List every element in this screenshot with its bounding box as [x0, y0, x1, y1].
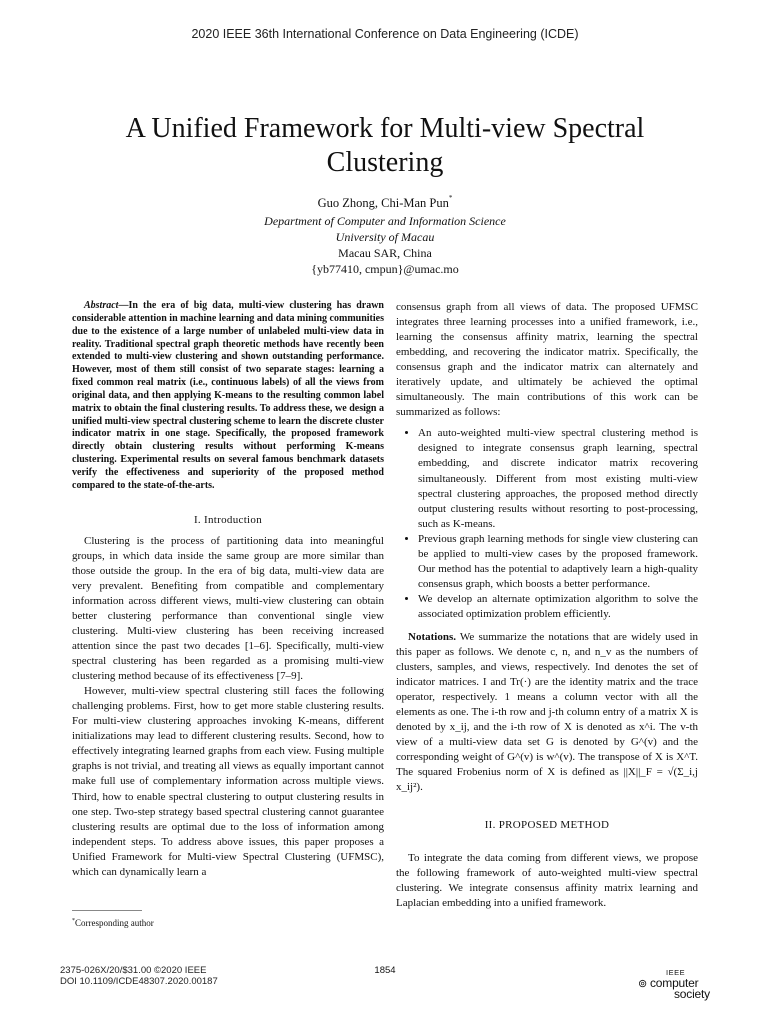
conference-header: 2020 IEEE 36th International Conference on Data Engineering (ICDE)	[191, 27, 579, 41]
notations-text: We summarize the notations that are widely used in this paper as follows. We denote c, n, and n_v as the numbers of clusters, samples, and views, respectively. Ind denotes the set of indicator matrices. I and Tr(·) are the identity matrix and the trace operator, respectively. 1 means a column vector with all the elements as one. The i-th row and j-th column entry of a matrix X is denoted by x_ij, and the i-th row of X is denoted as x^i. The v-th view of a multi-view data set G is denoted by G^(v) and the corresponding weight of G^(v) is w^(v). The transpose of X is X^T. The squared Frobenius norm of X is defined as ||X||_F = √(Σ_i,j x_ij²).	[396, 630, 698, 794]
affiliation-univ: University of Macau	[335, 230, 435, 244]
notations-paragraph	[396, 630, 698, 796]
affiliation-email: {yb77410, cmpun}@umac.mo	[311, 262, 459, 276]
intro-paragraph-2: However, multi-view spectral clustering still faces the following challenging problems. First, how to get more stable clustering results. For multi-view clustering approaches invoking K-means, different initializations may lead to different clustering results. Second, how to effectively integrating learned graphs from each view. Fusing multiple graphs is not trivial, and treating all views as equally important cannot make full use of complementary information across multiple views. Third, how to enable spectral clustering to output clustering results in one step. Two-step strategy based spectral clustering cannot guarantee clustering results are optimal due to the loss of information among independent steps. To address above issues, this paper proposes a Unified Framework for Multi-view Spectral Clustering (UFMSC), which can dynamically learn a	[72, 685, 384, 878]
section2-heading: II. PROPOSED METHOD	[484, 818, 610, 831]
abstract	[72, 300, 384, 493]
left-column	[72, 300, 384, 880]
footnote-text: Corresponding author	[75, 918, 154, 928]
logo-word-society: society	[674, 987, 710, 1001]
logo-ieee-text: IEEE	[666, 968, 686, 977]
affiliation-dept: Department of Computer and Information Science	[264, 214, 506, 228]
abstract-text: —In the era of big data, multi-view clustering has drawn considerable attention in machine learning and data mining communities due to the existence of a large number of unlabeled multi-view data in reality. Traditional spectral graph theoretic methods have recently been extended to multi-view clustering and shown outstanding performance. However, most of them still consist of two separate stages: learning a fixed common real matrix (i.e., continuous labels) of all the views from original data, and then applying K-means to the resulting common label matrix to obtain the final clustering results. To address these, we design a unified multi-view spectral clustering scheme to learn the discrete cluster indicator matrix in one stage. Specifically, the proposed framework directly obtain clustering results without performing K-means clustering. Experimental results on several famous benchmark datasets verify the effectiveness and superiority of the proposed method compared to the state-of-the-arts.	[72, 300, 384, 491]
paper-title: A Unified Framework for Multi-view Spectral Clustering	[125, 113, 645, 178]
footnote	[72, 918, 372, 928]
authors	[0, 196, 770, 211]
contribution-item: • We develop an alternate optimization algorithm to solve the associated optimization problem efficiently.	[418, 592, 698, 622]
notations-lead: Notations.	[408, 630, 456, 643]
footer-issn: 2375-026X/20/$31.00 ©2020 IEEE	[60, 965, 207, 976]
abstract-lead: Abstract	[84, 300, 119, 311]
ieee-computer-society-logo	[638, 968, 728, 1000]
affiliation	[0, 213, 770, 277]
author-mark: *	[448, 194, 453, 202]
contribution-item: • An auto-weighted multi-view spectral clustering method is designed to integrate consensus graph learning, spectral embedding, and discrete indicator matrix recovering simultaneously. Different from most existing multi-view spectral clustering approaches, the proposed method directly output clustering results without resorting to post-processing, such as K-means.	[418, 426, 698, 531]
footnote-rule	[72, 910, 142, 911]
method-paragraph: To integrate the data coming from different views, we propose the following framework of auto-weighted multi-view spectral clustering. We integrate consensus affinity matrix learning and Laplacian embedding into a unified framework.	[396, 851, 698, 909]
contribution-item: • Previous graph learning methods for single view clustering can be applied to multi-view cases by the proposed framework. Our method has the potential to adaptively learn a high-quality consensus graph, which boosts a better performance.	[418, 532, 698, 592]
intro-paragraph-1: Clustering is the process of partitioning data into meaningful groups, in which data inside the same group are more similar than those outside the group. In the era of big data, multi-view data are very prevalent. Benefiting from compatible and complementary information across different views, multi-view clustering can obtain better clustering performance than conventional single view clustering. Multi-view clustering has been receiving increased attention since the past two decades [1–6]. Specifically, multi-view spectral clustering has been regarded as a promising multi-view clustering method because of its effectiveness [7–9].	[72, 534, 384, 683]
contributions-list	[396, 426, 698, 622]
logo-word-computer: computer	[650, 976, 699, 990]
affiliation-city: Macau SAR, China	[338, 246, 432, 260]
intro-continued: consensus graph from all views of data. The proposed UFMSC integrates three learning processes into a unified framework, i.e., learning the consensus affinity matrix, learning the spectral embedding, and recovering the indicator matrix. Specifically, the consensus graph and the indicator matrix can alternately and iteratively update, and ultimately be achieved the optimal simultaneously. The main contributions of this work can be summarized as follows:	[396, 301, 698, 419]
right-column	[396, 300, 698, 911]
footnote-mark: *	[72, 918, 75, 924]
logo-mark-icon: ⊚	[638, 978, 648, 990]
page-number: 1854	[374, 965, 396, 976]
section1-heading: I. Introduction	[193, 513, 263, 526]
footer-doi: DOI 10.1109/ICDE48307.2020.00187	[60, 976, 218, 987]
author-names: Guo Zhong, Chi-Man Pun	[317, 196, 449, 210]
